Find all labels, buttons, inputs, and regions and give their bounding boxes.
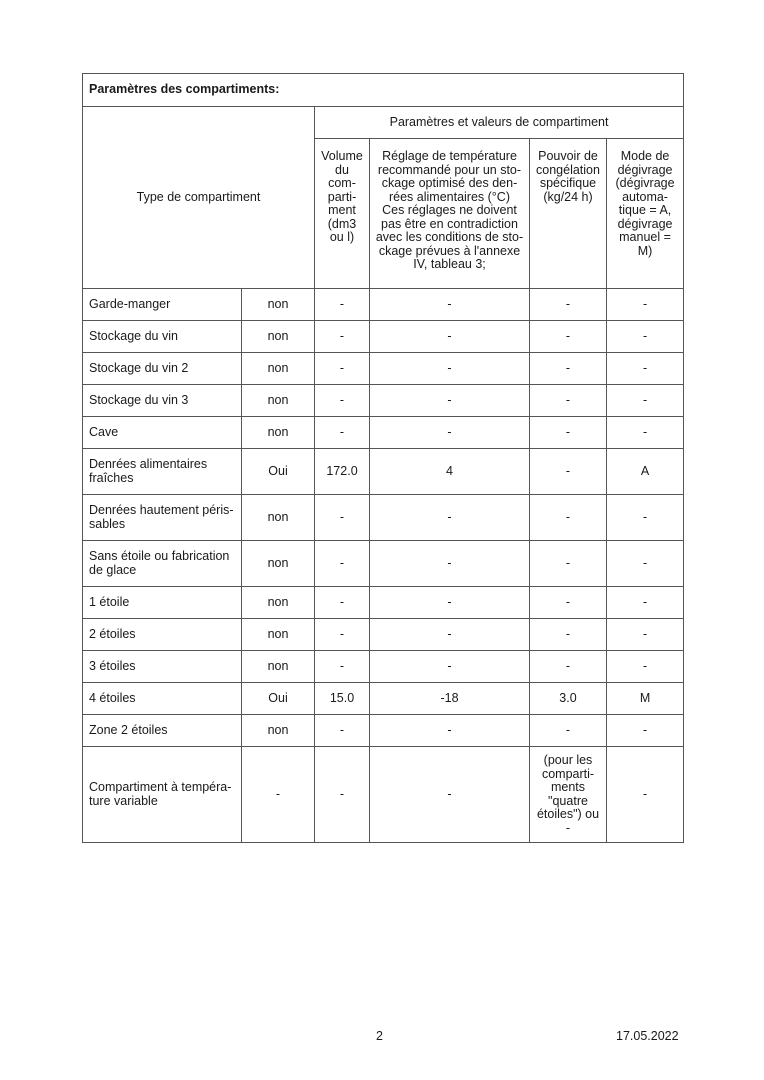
table-title: Paramètres des compartiments: [83, 74, 684, 107]
cell-defrost: M [607, 683, 684, 715]
table-row [83, 715, 684, 747]
cell-freeze: - [530, 385, 607, 417]
cell-freeze: - [530, 353, 607, 385]
cell-temp: - [370, 619, 530, 651]
cell-defrost: - [607, 495, 684, 541]
cell-name: 4 étoiles [83, 683, 242, 715]
cell-temp: - [370, 715, 530, 747]
cell-temp: - [370, 417, 530, 449]
cell-freeze: - [530, 449, 607, 495]
table-row [83, 651, 684, 683]
cell-temp: - [370, 289, 530, 321]
page-number: 2 [376, 1029, 383, 1043]
cell-name: Sans étoile ou fabrication de glace [83, 541, 242, 587]
cell-present: non [242, 417, 315, 449]
cell-present: non [242, 495, 315, 541]
cell-temp: - [370, 385, 530, 417]
cell-defrost: - [607, 321, 684, 353]
cell-present: non [242, 715, 315, 747]
cell-temp: -18 [370, 683, 530, 715]
cell-temp: - [370, 587, 530, 619]
cell-present: non [242, 651, 315, 683]
cell-defrost: - [607, 715, 684, 747]
cell-name: Stockage du vin [83, 321, 242, 353]
cell-name: Compartiment à tempéra- ture variable [83, 747, 242, 843]
cell-temp: - [370, 747, 530, 843]
cell-defrost: - [607, 541, 684, 587]
cell-freeze: - [530, 417, 607, 449]
cell-defrost: - [607, 417, 684, 449]
defrost-mode-header: Mode de dégivrage (dégivrage automa- tique = A, dégivrage manuel = M) [607, 139, 684, 289]
table-row [83, 417, 684, 449]
cell-defrost: - [607, 385, 684, 417]
cell-freeze: - [530, 321, 607, 353]
cell-defrost: - [607, 353, 684, 385]
table-row [83, 495, 684, 541]
cell-volume: - [315, 321, 370, 353]
cell-freeze: - [530, 289, 607, 321]
cell-volume: - [315, 353, 370, 385]
document-date: 17.05.2022 [616, 1029, 679, 1043]
cell-present: non [242, 289, 315, 321]
cell-volume: - [315, 289, 370, 321]
cell-present: non [242, 587, 315, 619]
cell-present: Oui [242, 683, 315, 715]
cell-present: Oui [242, 449, 315, 495]
table-row [83, 541, 684, 587]
cell-volume: - [315, 651, 370, 683]
cell-freeze: - [530, 495, 607, 541]
cell-name: 3 étoiles [83, 651, 242, 683]
cell-name: 1 étoile [83, 587, 242, 619]
cell-volume: - [315, 715, 370, 747]
freezing-capacity-header: Pouvoir de congélation spécifique (kg/24 h) [530, 139, 607, 289]
cell-defrost: - [607, 289, 684, 321]
cell-name: Garde-manger [83, 289, 242, 321]
cell-temp: - [370, 321, 530, 353]
cell-volume: - [315, 619, 370, 651]
parameters-group-header: Paramètres et valeurs de compartiment [315, 107, 684, 139]
cell-freeze: - [530, 619, 607, 651]
cell-freeze: (pour les comparti- ments "quatre étoiles") ou - [530, 747, 607, 843]
cell-name: Stockage du vin 3 [83, 385, 242, 417]
cell-name: Zone 2 étoiles [83, 715, 242, 747]
cell-volume: - [315, 587, 370, 619]
cell-present: non [242, 541, 315, 587]
table-row [83, 587, 684, 619]
cell-present: non [242, 321, 315, 353]
cell-defrost: - [607, 587, 684, 619]
cell-temp: - [370, 541, 530, 587]
table-row [83, 385, 684, 417]
cell-present: non [242, 353, 315, 385]
table-row [83, 747, 684, 843]
temperature-header: Réglage de température recommandé pour un sto- ckage optimisé des den- rées alimentaires (°C) Ces réglages ne doivent pas être en contradiction avec les conditions de sto- ckage prévues à l'annexe IV, tableau 3; [370, 139, 530, 289]
cell-name: Denrées hautement péris- sables [83, 495, 242, 541]
cell-freeze: - [530, 715, 607, 747]
cell-present: non [242, 385, 315, 417]
table-row [83, 683, 684, 715]
table-row [83, 449, 684, 495]
table-row [83, 353, 684, 385]
cell-temp: - [370, 495, 530, 541]
compartment-type-header: Type de compartiment [83, 107, 315, 289]
cell-defrost: - [607, 747, 684, 843]
cell-defrost: A [607, 449, 684, 495]
table-row [83, 321, 684, 353]
cell-temp: - [370, 651, 530, 683]
cell-name: 2 étoiles [83, 619, 242, 651]
cell-freeze: - [530, 587, 607, 619]
cell-volume: - [315, 385, 370, 417]
table-row [83, 619, 684, 651]
cell-volume: 172.0 [315, 449, 370, 495]
cell-volume: - [315, 747, 370, 843]
cell-volume: - [315, 417, 370, 449]
compartment-parameters-table [82, 73, 684, 843]
cell-defrost: - [607, 619, 684, 651]
cell-volume: - [315, 541, 370, 587]
cell-temp: - [370, 353, 530, 385]
cell-freeze: - [530, 651, 607, 683]
cell-temp: 4 [370, 449, 530, 495]
cell-volume: - [315, 495, 370, 541]
volume-header: Volume du com- parti- ment (dm3 ou l) [315, 139, 370, 289]
cell-defrost: - [607, 651, 684, 683]
cell-freeze: 3.0 [530, 683, 607, 715]
cell-name: Cave [83, 417, 242, 449]
cell-freeze: - [530, 541, 607, 587]
table-row [83, 289, 684, 321]
cell-present: - [242, 747, 315, 843]
cell-name: Stockage du vin 2 [83, 353, 242, 385]
cell-volume: 15.0 [315, 683, 370, 715]
cell-present: non [242, 619, 315, 651]
cell-name: Denrées alimentaires fraîches [83, 449, 242, 495]
